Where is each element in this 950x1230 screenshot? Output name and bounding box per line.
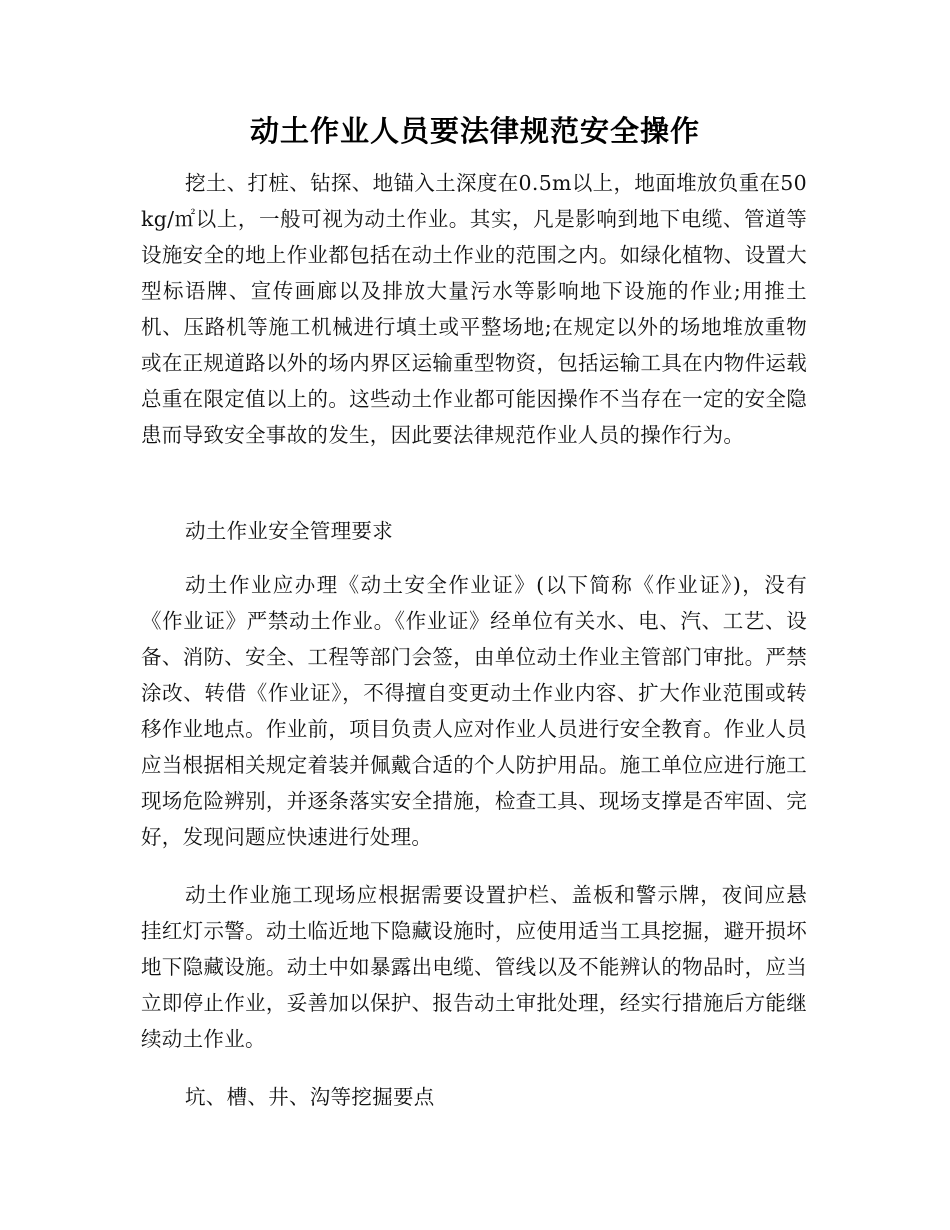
paragraph-permit: 动土作业应办理《动土安全作业证》(以下简称《作业证》)，没有《作业证》严禁动土作业。《作业证》经单位有关水、电、汽、工艺、设备、消防、安全、工程等部门会签，由单位动土作业主管部门审批。严禁涂改、转借《作业证》，不得擅自变更动土作业内容、扩大作业范围或转移作业地点。作业前，项目负责人应对作业人员进行安全教育。作业人员应当根据相关规定着装并佩戴合适的个人防护用品。施工单位应进行施工现场危险辨别，并逐条落实安全措施，检查工具、现场支撑是否牢固、完好，发现问题应快速进行处理。 [141, 573, 807, 849]
section-heading-safety-requirements: 动土作业安全管理要求 [185, 519, 393, 543]
paragraph-intro: 挖土、打桩、钻探、地锚入土深度在0.5m以上，地面堆放负重在50kg/㎡以上，一般可视为动土作业。其实，凡是影响到地下电缆、管道等设施安全的地上作业都包括在动土作业的范围之内。如绿化植物、设置大型标语牌、宣传画廊以及排放大量污水等影响地下设施的作业;用推土机、压路机等施工机械进行填土或平整场地;在规定以外的场地堆放重物或在正规道路以外的场内界区运输重型物资，包括运输工具在内物件运载总重在限定值以上的。这些动土作业都可能因操作不当存在一定的安全隐患而导致安全事故的发生，因此要法律规范作业人员的操作行为。 [141, 171, 807, 447]
paragraph-site-protection: 动土作业施工现场应根据需要设置护栏、盖板和警示牌，夜间应悬挂红灯示警。动土临近地下隐藏设施时，应使用适当工具挖掘，避开损坏地下隐藏设施。动土中如暴露出电缆、管线以及不能辨认的物品时，应当立即停止作业，妥善加以保护、报告动土审批处理，经实行措施后方能继续动土作业。 [141, 883, 807, 1051]
section-heading-excavation-points: 坑、槽、井、沟等挖掘要点 [185, 1085, 435, 1109]
document-title: 动土作业人员要法律规范安全操作 [249, 114, 700, 148]
